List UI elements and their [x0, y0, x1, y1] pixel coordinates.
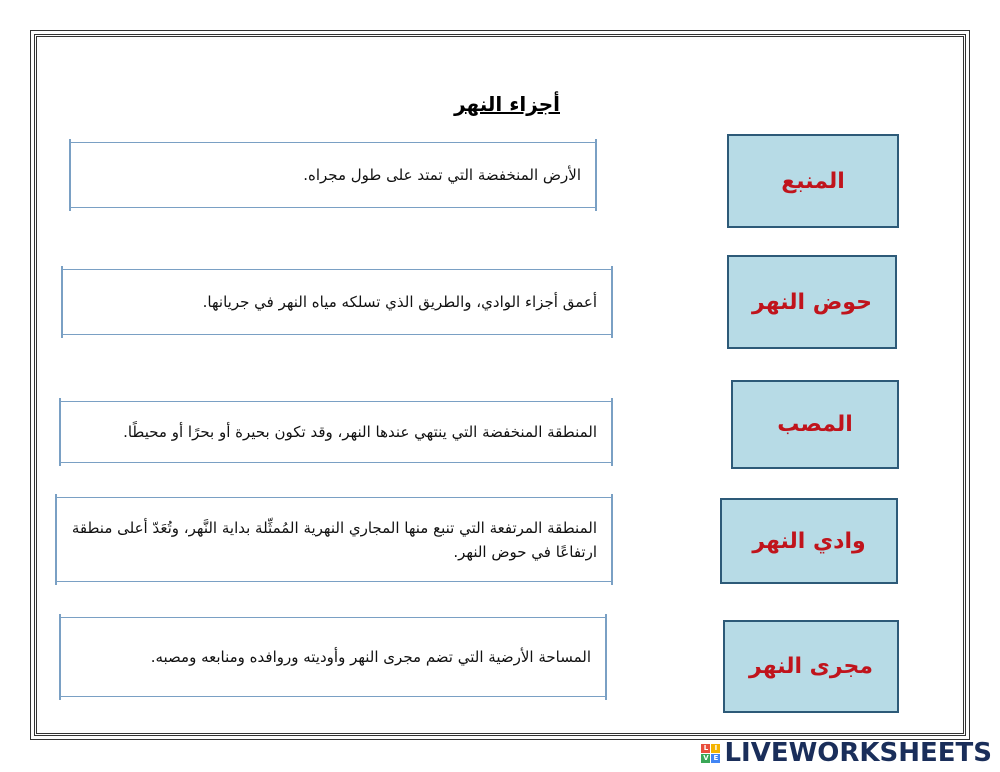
liveworksheets-logo-icon: [701, 744, 720, 763]
logo-tile-e: E: [711, 754, 720, 763]
definition-box-1[interactable]: الأرض المنخفضة التي تمتد على طول مجراه.: [70, 142, 596, 208]
term-box-river-valley[interactable]: وادي النهر: [720, 498, 898, 584]
brand-name: LIVEWORKSHEETS: [724, 738, 992, 768]
term-box-mouth[interactable]: المصب: [731, 380, 899, 469]
logo-tile-i: I: [711, 744, 720, 753]
worksheet-title: أجزاء النهر: [454, 92, 560, 116]
term-box-river-basin[interactable]: حوض النهر: [727, 255, 897, 349]
logo-tile-l: L: [701, 744, 710, 753]
liveworksheets-brand: [701, 738, 992, 768]
definition-box-3[interactable]: المنطقة المنخفضة التي ينتهي عندها النهر، وقد تكون بحيرة أو بحرًا أو محيطًا.: [60, 401, 612, 463]
logo-tile-v: V: [703, 753, 709, 762]
term-box-river-course[interactable]: مجرى النهر: [723, 620, 899, 713]
definition-box-2[interactable]: أعمق أجزاء الوادي، والطريق الذي تسلكه مياه النهر في جريانها.: [62, 269, 612, 335]
definition-box-5[interactable]: المساحة الأرضية التي تضم مجرى النهر وأوديته وروافده ومنابعه ومصبه.: [60, 617, 606, 697]
definition-box-4[interactable]: المنطقة المرتفعة التي تنبع منها المجاري النهرية المُمثِّلة بداية النَّهر، وتُعَدّ أعلى منطقة ارتفاعًا في حوض النهر.: [56, 497, 612, 582]
term-box-source[interactable]: المنبع: [727, 134, 899, 228]
